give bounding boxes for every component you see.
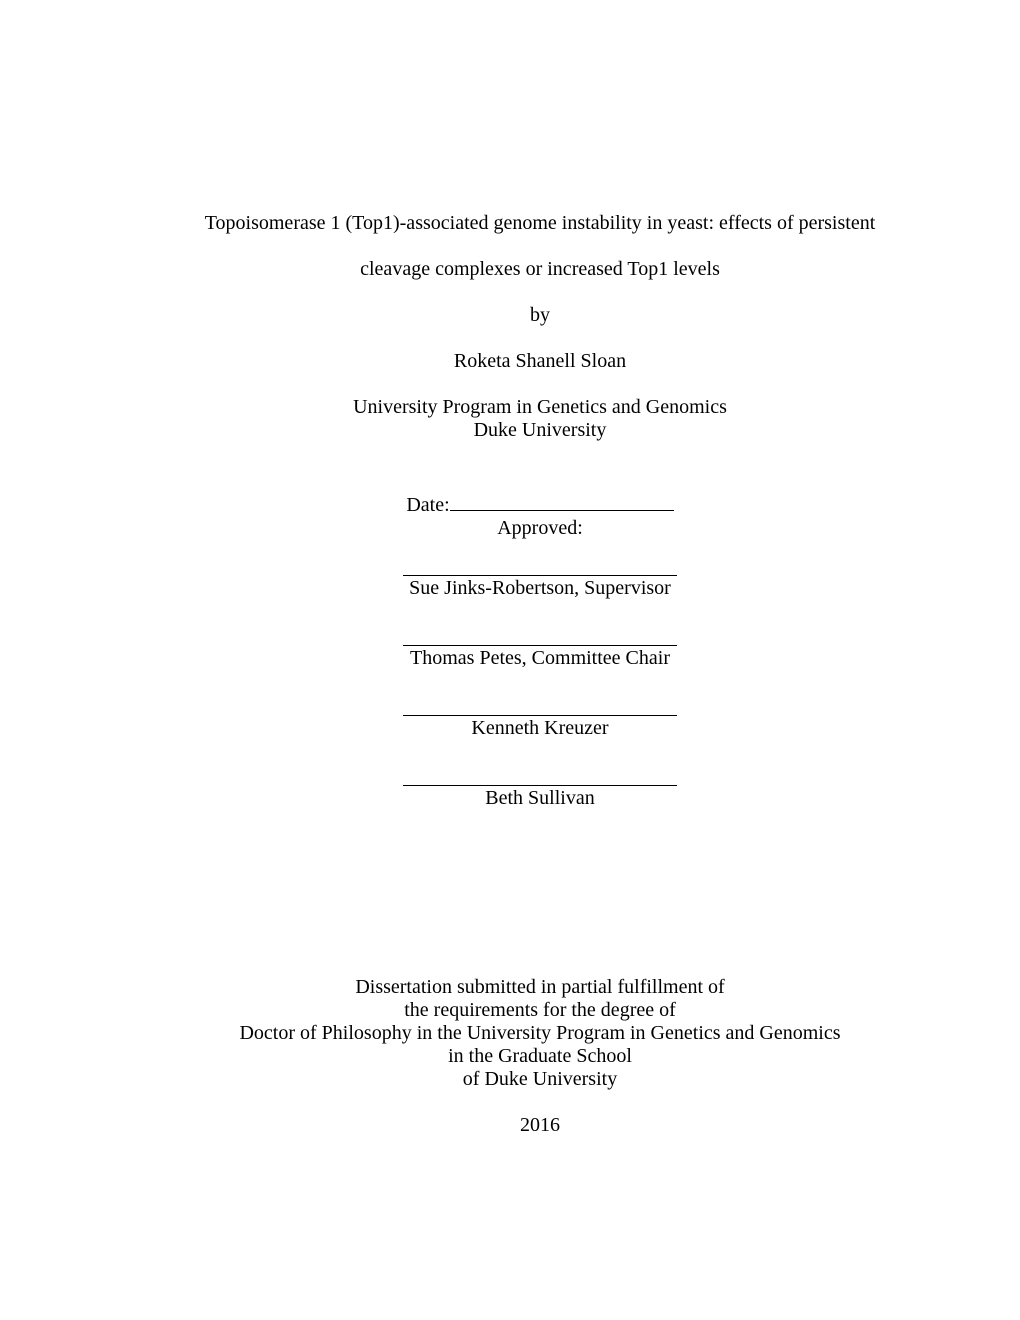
committee-member-name: Kenneth Kreuzer: [471, 717, 609, 739]
statement-line: Dissertation submitted in partial fulfillment of: [355, 976, 725, 998]
affiliation-block: [180, 396, 900, 442]
statement-line: of Duke University: [462, 1068, 618, 1090]
statement-line: the requirements for the degree of: [404, 999, 676, 1021]
statement-line: in the Graduate School: [448, 1045, 632, 1067]
date-blank-line: [450, 490, 674, 511]
signature-block: [180, 785, 900, 810]
title-line-2: cleavage complexes or increased Top1 levels: [360, 258, 720, 280]
committee-member-name: Sue Jinks-Robertson, Supervisor: [409, 577, 671, 599]
submission-statement: [180, 976, 900, 1091]
institution-name: Duke University: [473, 419, 607, 441]
committee-member-name: Thomas Petes, Committee Chair: [410, 647, 670, 669]
approved-label: Approved:: [497, 517, 583, 539]
signature-line: [403, 575, 677, 576]
signature-block: [180, 575, 900, 600]
date-row: [180, 490, 900, 517]
signature-line: [403, 785, 677, 786]
signature-line: [403, 645, 677, 646]
date-label: Date:: [406, 494, 450, 516]
byline: by: [530, 304, 550, 326]
statement-line: Doctor of Philosophy in the University Program in Genetics and Genomics: [239, 1022, 841, 1044]
year: 2016: [520, 1114, 560, 1136]
dissertation-title: [180, 200, 900, 292]
signature-block: [180, 715, 900, 740]
title-line-1: Topoisomerase 1 (Top1)-associated genome instability in yeast: effects of persistent: [204, 212, 876, 234]
author-name: Roketa Shanell Sloan: [453, 350, 627, 372]
page-content: [180, 0, 900, 1137]
program-name: University Program in Genetics and Genomics: [353, 396, 727, 418]
signature-line: [403, 715, 677, 716]
committee-member-name: Beth Sullivan: [485, 787, 595, 809]
signature-block: [180, 645, 900, 670]
